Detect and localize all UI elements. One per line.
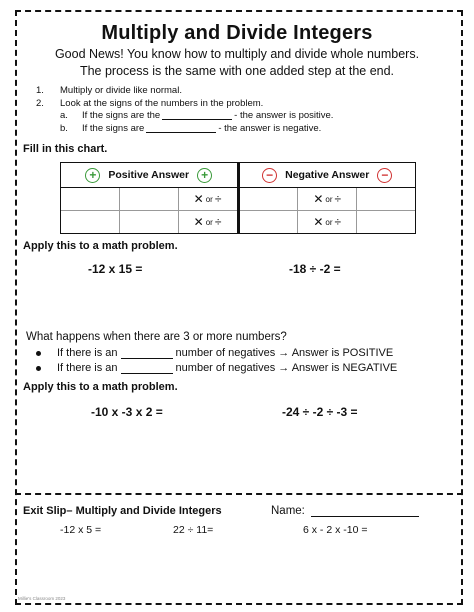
exit-problem-3: 6 x - 2 x -10 = bbox=[303, 524, 368, 536]
multiply-icon: ✕ bbox=[313, 192, 324, 206]
name-field bbox=[271, 505, 419, 517]
minus-icon: − bbox=[377, 168, 392, 183]
plus-icon: + bbox=[197, 168, 212, 183]
problem-1: -12 x 15 = bbox=[88, 262, 143, 276]
bullet-icon bbox=[36, 366, 41, 371]
problem-3: -10 x -3 x 2 = bbox=[91, 405, 163, 419]
name-label: Name: bbox=[271, 505, 305, 517]
fill-blank[interactable] bbox=[121, 363, 173, 374]
multiply-icon: ✕ bbox=[193, 192, 204, 206]
divide-icon: ÷ bbox=[334, 192, 342, 206]
fill-blank[interactable] bbox=[121, 348, 173, 359]
or-label: or bbox=[205, 217, 213, 227]
multiply-or-divide bbox=[313, 194, 341, 204]
chart-cell bbox=[179, 211, 237, 233]
name-input[interactable] bbox=[311, 505, 419, 517]
worksheet-title: Multiply and Divide Integers bbox=[101, 22, 373, 44]
fill-blank[interactable] bbox=[162, 110, 232, 120]
bullet-icon bbox=[36, 351, 41, 356]
exit-slip-divider bbox=[15, 493, 463, 495]
apply-heading-2: Apply this to a math problem. bbox=[23, 381, 178, 393]
or-label: or bbox=[325, 217, 333, 227]
exit-problem-1: -12 x 5 = bbox=[60, 524, 102, 536]
chart-cell[interactable] bbox=[120, 188, 179, 210]
problem-2: -18 ÷ -2 = bbox=[289, 262, 341, 276]
multiply-icon: ✕ bbox=[313, 215, 324, 229]
multiply-icon: ✕ bbox=[193, 215, 204, 229]
substep-a bbox=[36, 110, 436, 123]
step-1 bbox=[36, 85, 436, 98]
chart-cell[interactable] bbox=[357, 188, 415, 210]
or-label: or bbox=[205, 194, 213, 204]
substep-post: - the answer is negative. bbox=[218, 122, 322, 134]
substep-pre: If the signs are the bbox=[82, 110, 161, 121]
multiply-or-divide bbox=[313, 217, 341, 227]
substep-post: - the answer is positive. bbox=[234, 110, 334, 121]
copyright-footer: Millie's Classroom 2023 bbox=[18, 596, 66, 601]
substep-b bbox=[36, 123, 436, 136]
divide-icon: ÷ bbox=[334, 215, 342, 229]
chart-cell[interactable] bbox=[240, 188, 299, 210]
substep-pre: If the signs are bbox=[82, 122, 145, 134]
bullet-item-positive bbox=[36, 346, 397, 361]
negative-column bbox=[237, 163, 416, 233]
positive-label: Positive Answer bbox=[108, 169, 190, 181]
chart-cell[interactable] bbox=[357, 211, 415, 233]
plus-icon: + bbox=[85, 168, 100, 183]
intro-text bbox=[26, 46, 448, 80]
substep-letter: b. bbox=[60, 122, 68, 134]
step-number: 1. bbox=[36, 85, 44, 96]
positive-column bbox=[61, 163, 237, 233]
step-text: Look at the signs of the numbers in the problem. bbox=[60, 97, 264, 109]
chart-cell bbox=[298, 211, 357, 233]
intro-line-1: Good News! You know how to multiply and divide whole numbers. bbox=[54, 47, 420, 61]
step-number: 2. bbox=[36, 97, 44, 109]
bullet-pre: If there is an bbox=[57, 362, 118, 374]
step-text: Multiply or divide like normal. bbox=[60, 85, 182, 96]
substep-letter: a. bbox=[60, 110, 68, 121]
or-label: or bbox=[325, 194, 333, 204]
bullet-list bbox=[36, 346, 397, 376]
chart-row bbox=[61, 211, 237, 233]
minus-icon: − bbox=[262, 168, 277, 183]
exit-problem-2: 22 ÷ 11= bbox=[173, 524, 214, 536]
divide-icon: ÷ bbox=[214, 192, 222, 206]
positive-header bbox=[61, 163, 237, 188]
chart-row bbox=[61, 188, 237, 211]
problem-4: -24 ÷ -2 ÷ -3 = bbox=[282, 405, 358, 419]
bullet-pre: If there is an bbox=[57, 347, 118, 359]
negative-label: Negative Answer bbox=[285, 169, 370, 181]
apply-heading-1: Apply this to a math problem. bbox=[23, 240, 178, 252]
chart-cell[interactable] bbox=[240, 211, 299, 233]
question-text: What happens when there are 3 or more numbers? bbox=[26, 331, 287, 343]
negative-header bbox=[240, 163, 416, 188]
fill-blank[interactable] bbox=[146, 123, 216, 133]
chart-cell[interactable] bbox=[120, 211, 179, 233]
steps-list bbox=[36, 85, 436, 135]
bullet-post: number of negatives → Answer is POSITIVE bbox=[175, 347, 394, 359]
divide-icon: ÷ bbox=[214, 215, 222, 229]
step-2 bbox=[36, 98, 436, 111]
exit-slip-title: Exit Slip– Multiply and Divide Integers bbox=[23, 505, 222, 517]
multiply-or-divide bbox=[194, 194, 222, 204]
chart-cell bbox=[298, 188, 357, 210]
intro-line-2: The process is the same with one added step at the end. bbox=[79, 64, 395, 78]
bullet-item-negative bbox=[36, 361, 397, 376]
chart-heading: Fill in this chart. bbox=[23, 143, 108, 155]
chart-row bbox=[240, 188, 416, 211]
multiply-or-divide bbox=[194, 217, 222, 227]
chart-cell bbox=[179, 188, 237, 210]
chart-row bbox=[240, 211, 416, 233]
chart-cell[interactable] bbox=[61, 188, 120, 210]
bullet-post: number of negatives → Answer is NEGATIVE bbox=[175, 362, 398, 374]
sign-chart bbox=[60, 162, 416, 234]
chart-cell[interactable] bbox=[61, 211, 120, 233]
